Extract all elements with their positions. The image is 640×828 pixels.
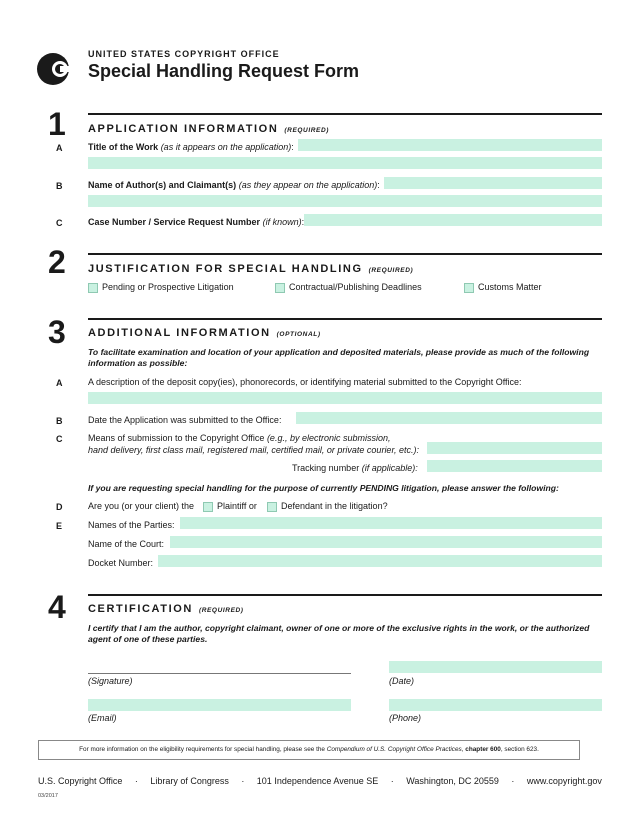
name-of-court-label: Name of the Court: xyxy=(88,539,165,549)
author-claimant-hint: (as they appear on the application) xyxy=(238,180,378,190)
section-4-number: 4 xyxy=(48,589,66,625)
pending-litigation-checkbox[interactable] xyxy=(88,283,98,293)
item-3e-letter: E xyxy=(56,521,63,531)
means-of-submission-hint-2: hand delivery, first class mail, registered mail, certified mail, or private courier, etc.): xyxy=(88,445,419,455)
author-claimant-field-line-2[interactable] xyxy=(88,195,602,207)
form-version: 03/2017 xyxy=(38,793,58,799)
email-field[interactable] xyxy=(88,699,351,711)
section-1-heading xyxy=(88,123,329,135)
footer-library: Library of Congress xyxy=(150,776,229,786)
footer-separator: · xyxy=(511,776,515,786)
eligibility-info-box: For more information on the eligibility requirements for special handling, please see the Compendium of U.S. Copyright Office Practices, chapter 600, section 623. xyxy=(38,740,580,760)
plaintiff-label: Plaintiff or xyxy=(217,501,257,511)
tracking-number-label xyxy=(292,463,418,473)
item-3a-letter: A xyxy=(56,378,63,388)
section-3-heading xyxy=(88,327,321,339)
certification-statement: I certify that I am the author, copyright claimant, owner of one or more of the exclusive rights in the work, or the authorized agent of one of these parties. xyxy=(88,623,590,644)
section-3-title: ADDITIONAL INFORMATION xyxy=(88,327,271,339)
case-number-label: Case Number / Service Request Number (if known): xyxy=(88,217,305,227)
chapter-reference: chapter 600 xyxy=(465,746,501,753)
publishing-deadlines-checkbox[interactable] xyxy=(275,283,285,293)
submission-date-label: Date the Application was submitted to the Office: xyxy=(88,415,282,425)
case-number-label-text: Case Number / Service Request Number xyxy=(88,217,261,227)
footer-separator: · xyxy=(390,776,394,786)
phone-field[interactable] xyxy=(389,699,602,711)
item-3b-letter: B xyxy=(56,416,63,426)
compendium-reference: Compendium of U.S. Copyright Office Practices xyxy=(326,746,462,753)
section-2-heading xyxy=(88,263,413,275)
tracking-number-field[interactable] xyxy=(427,460,602,472)
tracking-number-label-text: Tracking number xyxy=(292,463,360,473)
customs-matter-checkbox[interactable] xyxy=(464,283,474,293)
section-1-tag: (REQUIRED) xyxy=(284,127,330,134)
section-2-title: JUSTIFICATION FOR SPECIAL HANDLING xyxy=(88,263,363,275)
phone-caption: (Phone) xyxy=(389,713,422,723)
item-3d-letter: D xyxy=(56,502,63,512)
section-reference: , section 623. xyxy=(500,746,539,753)
publishing-deadlines-label: Contractual/Publishing Deadlines xyxy=(289,282,422,292)
author-claimant-label-text: Name of Author(s) and Claimant(s) xyxy=(88,180,237,190)
footer xyxy=(38,776,602,786)
footer-address: 101 Independence Avenue SE xyxy=(256,776,379,786)
case-number-hint: (if known) xyxy=(262,217,302,227)
info-box-text: For more information on the eligibility requirements for special handling, please see the xyxy=(79,746,325,753)
footer-separator: · xyxy=(134,776,138,786)
defendant-checkbox[interactable] xyxy=(267,502,277,512)
title-of-work-field-line-2[interactable] xyxy=(88,157,602,169)
plaintiff-checkbox[interactable] xyxy=(203,502,213,512)
section-2-number: 2 xyxy=(48,244,66,280)
item-3c-letter: C xyxy=(56,434,63,444)
email-caption: (Email) xyxy=(88,713,117,723)
footer-city: Washington, DC 20559 xyxy=(406,776,499,786)
signature-caption: (Signature) xyxy=(88,676,133,686)
section-2-rule xyxy=(88,253,602,255)
case-number-field[interactable] xyxy=(304,214,602,226)
section-4-rule xyxy=(88,594,602,596)
pending-litigation-note: If you are requesting special handling for the purpose of currently PENDING litigation, please answer the following: xyxy=(88,483,559,493)
customs-matter-label: Customs Matter xyxy=(478,282,542,292)
additional-info-intro: To facilitate examination and location of your application and deposited materials, please provide as much of the following information as possible: xyxy=(88,347,590,368)
date-field[interactable] xyxy=(389,661,602,673)
office-name: UNITED STATES COPYRIGHT OFFICE xyxy=(88,49,280,59)
date-caption: (Date) xyxy=(389,676,415,686)
defendant-label: Defendant in the litigation? xyxy=(281,501,388,511)
section-4-heading xyxy=(88,603,244,615)
means-of-submission-hint: (e.g., by electronic submission, xyxy=(266,433,391,443)
deposit-description-label: A description of the deposit copy(ies), phonorecords, or identifying material submitted to the Copyright Office: xyxy=(88,377,522,387)
section-1-number: 1 xyxy=(48,106,66,142)
footer-separator: · xyxy=(241,776,245,786)
means-of-submission-field[interactable] xyxy=(427,442,602,454)
form-title: Special Handling Request Form xyxy=(88,61,360,81)
name-of-court-field[interactable] xyxy=(170,536,602,548)
footer-office: U.S. Copyright Office xyxy=(38,776,123,786)
section-3-rule xyxy=(88,318,602,320)
plaintiff-defendant-question: Are you (or your client) the xyxy=(88,501,195,511)
section-3-number: 3 xyxy=(48,314,66,350)
section-1-rule xyxy=(88,113,602,115)
footer-website[interactable]: www.copyright.gov xyxy=(526,776,602,786)
title-of-work-label-text: Title of the Work xyxy=(88,142,159,152)
title-of-work-hint: (as it appears on the application) xyxy=(160,142,292,152)
section-4-tag: (REQUIRED) xyxy=(198,607,244,614)
names-of-parties-label: Names of the Parties: xyxy=(88,520,175,530)
author-claimant-label: Name of Author(s) and Claimant(s) (as they appear on the application): xyxy=(88,180,380,190)
item-1c-letter: C xyxy=(56,218,63,228)
submission-date-field[interactable] xyxy=(296,412,602,424)
section-1-title: APPLICATION INFORMATION xyxy=(88,123,279,135)
title-of-work-label: Title of the Work (as it appears on the application): xyxy=(88,142,294,152)
names-of-parties-field[interactable] xyxy=(180,517,602,529)
tracking-number-hint: (if applicable): xyxy=(361,463,418,473)
signature-line[interactable] xyxy=(88,673,351,674)
item-1a-letter: A xyxy=(56,143,63,153)
author-claimant-field[interactable] xyxy=(384,177,602,189)
deposit-description-field[interactable] xyxy=(88,392,602,404)
section-3-tag: (OPTIONAL) xyxy=(276,331,321,338)
means-of-submission-label xyxy=(88,433,391,443)
section-4-title: CERTIFICATION xyxy=(88,603,193,615)
section-2-tag: (REQUIRED) xyxy=(368,267,414,274)
means-of-submission-label-text: Means of submission to the Copyright Office xyxy=(88,433,265,443)
copyright-office-logo xyxy=(36,52,76,86)
title-of-work-field[interactable] xyxy=(298,139,602,151)
pending-litigation-label: Pending or Prospective Litigation xyxy=(102,282,234,292)
docket-number-field[interactable] xyxy=(158,555,602,567)
item-1b-letter: B xyxy=(56,181,63,191)
docket-number-label: Docket Number: xyxy=(88,558,154,568)
